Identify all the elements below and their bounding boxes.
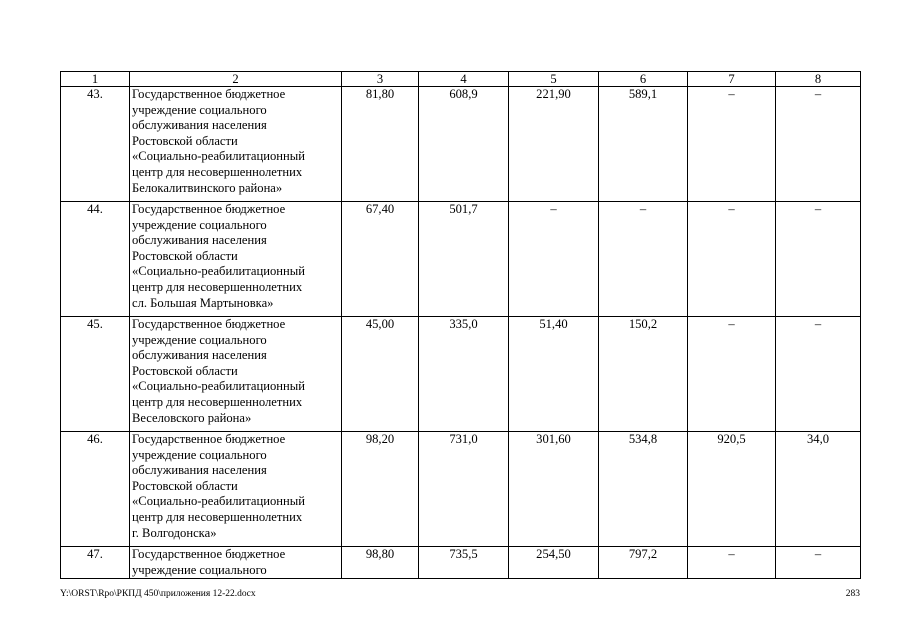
column-header: 8 (776, 72, 861, 87)
institution-name-line: «Социально-реабилитационный (132, 264, 305, 279)
institution-name-line: учреждение социального (132, 562, 267, 577)
value-cell-col-6: 797,2 (599, 547, 688, 579)
value-cell-col-6: 150,2 (599, 317, 688, 432)
value-cell-col-7: – (688, 87, 776, 202)
value-cell-col-4: 335,0 (419, 317, 509, 432)
institution-name-line: обслуживания населения (132, 118, 267, 133)
value-cell-col-3: 67,40 (342, 202, 419, 317)
column-header: 2 (130, 72, 342, 87)
value-cell-col-6: 589,1 (599, 87, 688, 202)
value-cell-col-4: 608,9 (419, 87, 509, 202)
table-header-row (61, 72, 861, 87)
value-cell-col-5: 301,60 (509, 432, 599, 547)
table-row (61, 432, 861, 547)
institution-name-line: центр для несовершеннолетних (132, 509, 303, 524)
row-number-cell: 44. (61, 202, 130, 317)
institution-name-line: Ростовской области (132, 363, 238, 378)
institution-name-line: Государственное бюджетное (132, 432, 286, 446)
institution-name-cell (130, 432, 342, 547)
value-cell-col-3: 98,80 (342, 547, 419, 579)
value-cell-col-3: 81,80 (342, 87, 419, 202)
value-cell-col-7: – (688, 317, 776, 432)
institution-name-line: обслуживания населения (132, 348, 267, 363)
institution-name-cell (130, 202, 342, 317)
value-cell-col-5: 221,90 (509, 87, 599, 202)
institution-name-line: «Социально-реабилитационный (132, 149, 305, 164)
institution-name-line: Государственное бюджетное (132, 317, 286, 331)
table-row (61, 547, 861, 579)
row-number-cell: 45. (61, 317, 130, 432)
institution-name-line: центр для несовершеннолетних (132, 164, 303, 179)
table-row (61, 202, 861, 317)
value-cell-col-4: 735,5 (419, 547, 509, 579)
footer-page-number: 283 (845, 589, 860, 599)
column-header: 4 (419, 72, 509, 87)
footer-file-path: Y:\ORST\Rpo\РКПД 450\приложения 12-22.docx (60, 589, 256, 599)
institution-name-line: Веселовского района» (132, 410, 252, 425)
institution-name-line: Белокалитвинского района» (132, 180, 283, 195)
institution-name-line: обслуживания населения (132, 463, 267, 478)
row-number-cell: 43. (61, 87, 130, 202)
table-row (61, 317, 861, 432)
value-cell-col-8: – (776, 547, 861, 579)
column-header: 7 (688, 72, 776, 87)
value-cell-col-5: 254,50 (509, 547, 599, 579)
value-cell-col-3: 45,00 (342, 317, 419, 432)
institution-name-line: учреждение социального (132, 447, 267, 462)
value-cell-col-8: – (776, 317, 861, 432)
institution-name-line: Государственное бюджетное (132, 547, 286, 561)
institution-name-line: центр для несовершеннолетних (132, 279, 303, 294)
institution-name-line: г. Волгодонска» (132, 525, 217, 540)
institution-name-line: обслуживания населения (132, 233, 267, 248)
value-cell-col-7: – (688, 547, 776, 579)
table-row (61, 87, 861, 202)
institution-name-cell (130, 317, 342, 432)
institution-name-line: «Социально-реабилитационный (132, 379, 305, 394)
value-cell-col-4: 501,7 (419, 202, 509, 317)
row-number-cell: 47. (61, 547, 130, 579)
institution-name-line: Ростовской области (132, 133, 238, 148)
value-cell-col-7: 920,5 (688, 432, 776, 547)
institution-name-line: Ростовской области (132, 478, 238, 493)
institution-name-line: центр для несовершеннолетних (132, 394, 303, 409)
institution-name-line: сл. Большая Мартыновка» (132, 295, 274, 310)
institution-name-cell (130, 547, 342, 579)
institution-name-cell (130, 87, 342, 202)
value-cell-col-8: – (776, 202, 861, 317)
row-number-cell: 46. (61, 432, 130, 547)
value-cell-col-4: 731,0 (419, 432, 509, 547)
institution-name-line: учреждение социального (132, 332, 267, 347)
column-header: 3 (342, 72, 419, 87)
institution-name-line: учреждение социального (132, 102, 267, 117)
column-header: 5 (509, 72, 599, 87)
column-header: 1 (61, 72, 130, 87)
value-cell-col-5: 51,40 (509, 317, 599, 432)
institution-name-line: Ростовской области (132, 248, 238, 263)
data-table (60, 71, 861, 579)
table-body (61, 72, 861, 579)
value-cell-col-7: – (688, 202, 776, 317)
institution-name-line: Государственное бюджетное (132, 202, 286, 216)
value-cell-col-5: – (509, 202, 599, 317)
institution-name-line: «Социально-реабилитационный (132, 494, 305, 509)
institution-name-line: Государственное бюджетное (132, 87, 286, 101)
column-header: 6 (599, 72, 688, 87)
value-cell-col-8: 34,0 (776, 432, 861, 547)
value-cell-col-3: 98,20 (342, 432, 419, 547)
value-cell-col-8: – (776, 87, 861, 202)
value-cell-col-6: – (599, 202, 688, 317)
institution-name-line: учреждение социального (132, 217, 267, 232)
value-cell-col-6: 534,8 (599, 432, 688, 547)
